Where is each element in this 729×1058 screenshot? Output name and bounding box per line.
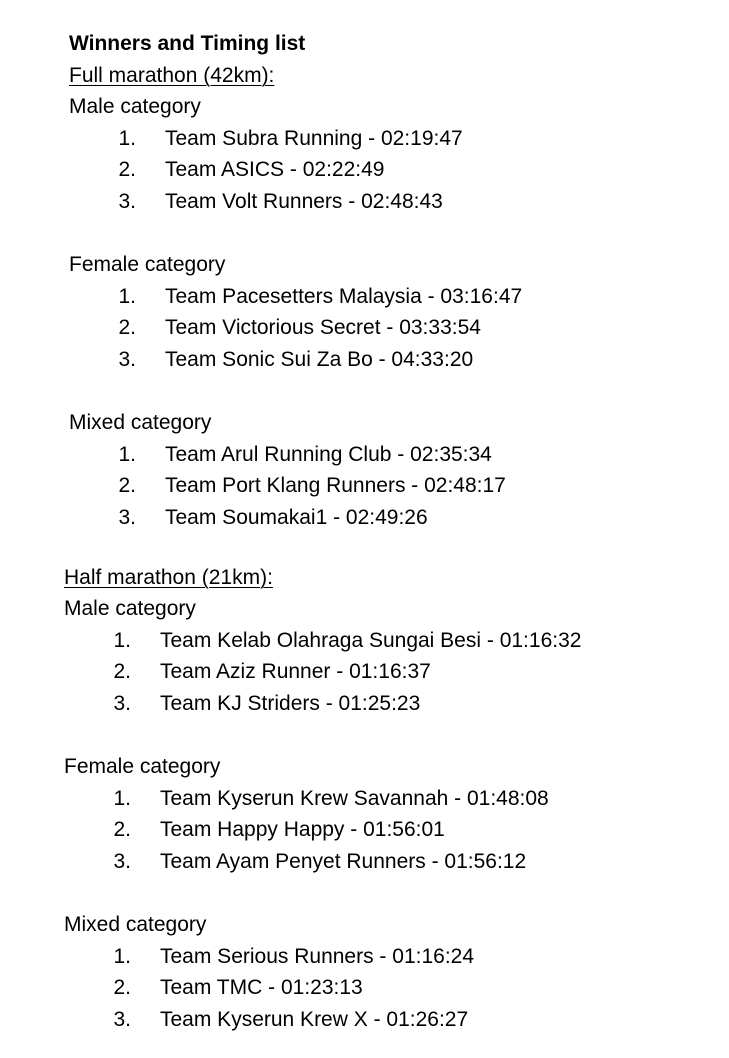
list-item: Team Pacesetters Malaysia - 03:16:47 [165,285,523,308]
list-item-number: 3. [118,506,136,529]
list-item-number: 3. [118,348,136,371]
list-item-number: 1. [118,285,136,308]
page-title: Winners and Timing list [69,32,306,55]
list-item: Team Happy Happy - 01:56:01 [160,818,445,841]
list-item: Team Aziz Runner - 01:16:37 [160,660,431,683]
list-item-number: 1. [113,945,131,968]
list-item: Team Volt Runners - 02:48:43 [165,190,443,213]
list-item: Team Serious Runners - 01:16:24 [160,945,475,968]
list-item-number: 3. [118,190,136,213]
list-item-number: 1. [118,127,136,150]
list-item-number: 1. [113,787,131,810]
list-item: Team Soumakai1 - 02:49:26 [165,506,428,529]
list-item-number: 2. [113,818,131,841]
list-item: Team KJ Striders - 01:25:23 [160,692,421,715]
list-item: Team Subra Running - 02:19:47 [165,127,463,150]
list-item: Team Ayam Penyet Runners - 01:56:12 [160,850,527,873]
full-marathon-heading: Full marathon (42km): [69,64,275,87]
list-item-number: 2. [118,474,136,497]
list-item: Team Kelab Olahraga Sungai Besi - 01:16:32 [160,629,582,652]
full-mixed-category-label: Mixed category [69,411,212,434]
list-item: Team TMC - 01:23:13 [160,976,363,999]
full-female-category-label: Female category [69,253,226,276]
list-item: Team Kyserun Krew X - 01:26:27 [160,1008,469,1031]
list-item-number: 3. [113,692,131,715]
list-item: Team ASICS - 02:22:49 [165,158,385,181]
list-item: Team Victorious Secret - 03:33:54 [165,316,481,339]
list-item-number: 2. [113,660,131,683]
list-item-number: 2. [118,158,136,181]
list-item: Team Arul Running Club - 02:35:34 [165,443,492,466]
list-item: Team Sonic Sui Za Bo - 04:33:20 [165,348,474,371]
half-female-category-label: Female category [64,755,221,778]
list-item-number: 1. [118,443,136,466]
list-item-number: 1. [113,629,131,652]
half-male-category-label: Male category [64,597,196,620]
list-item-number: 3. [113,850,131,873]
list-item-number: 3. [113,1008,131,1031]
list-item-number: 2. [118,316,136,339]
full-male-category-label: Male category [69,95,201,118]
half-mixed-category-label: Mixed category [64,913,207,936]
half-marathon-heading: Half marathon (21km): [64,566,273,589]
list-item-number: 2. [113,976,131,999]
list-item: Team Port Klang Runners - 02:48:17 [165,474,506,497]
list-item: Team Kyserun Krew Savannah - 01:48:08 [160,787,549,810]
